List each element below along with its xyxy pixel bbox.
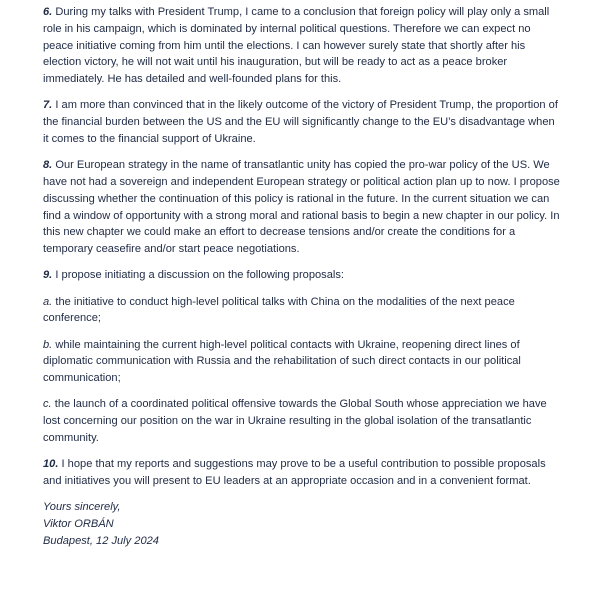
- paragraph-9: [43, 267, 563, 284]
- closing-salutation: Yours sincerely,: [43, 501, 121, 514]
- paragraph-text: I propose initiating a discussion on the following proposals:: [55, 269, 344, 282]
- paragraph-number: 10.: [43, 458, 59, 471]
- proposal-text: while maintaining the current high-level political contacts with Ukraine, reopening direct lines of diplomatic communication with Russia and the rehabilitation of such direct contacts in our political communication;: [43, 338, 521, 385]
- proposal-text: the initiative to conduct high-level political talks with China on the modalities of the next peace conference;: [43, 295, 515, 325]
- proposal-text: the launch of a coordinated political offensive towards the Global South whose appreciation we have lost concerning our position on the war in Ukraine resulting in the global isolation of the transatlantic community.: [43, 398, 547, 444]
- paragraph-number: 8.: [43, 159, 53, 172]
- paragraph-text: I hope that my reports and suggestions may prove to be a useful contribution to possible proposals and initiatives you will present to EU leaders at an appropriate occasion and in a convenient format.: [43, 458, 546, 487]
- proposal-a: [43, 294, 563, 328]
- place-date: Budapest, 12 July 2024: [43, 534, 159, 547]
- paragraph-number: 9.: [43, 269, 53, 282]
- paragraph-10: [43, 456, 563, 490]
- proposal-b: [43, 337, 563, 387]
- paragraph-text: During my talks with President Trump, I came to a conclusion that foreign policy will play only a small role in his campaign, which is dominated by internal political questions. Therefore we can expect no peace initiative coming from him until the elections. I can however surely state that shortly after his election victory, he will not wait until his inauguration, but will be ready to act as a peace broker immediately. He has detailed and well-founded plans for this.: [43, 6, 550, 86]
- paragraph-number: 6.: [43, 6, 53, 18]
- proposal-letter: c.: [43, 398, 52, 411]
- proposal-c: [43, 396, 563, 446]
- paragraph-6: [43, 4, 563, 88]
- paragraph-number: 7.: [43, 99, 53, 112]
- paragraph-text: Our European strategy in the name of transatlantic unity has copied the pro-war policy of the US. We have not had a sovereign and independent European strategy or political action plan up to now. I propose discussing whether the continuation of this policy is rational in the future. In the current situation we can find a window of opportunity with a strong moral and rational basis to begin a new chapter in our policy. In this new chapter we could make an effort to decrease tensions and/or create the conditions for a temporary ceasefire and/or start peace negotiations.: [43, 159, 560, 256]
- proposal-letter: a.: [43, 295, 53, 308]
- paragraph-8: [43, 157, 563, 258]
- proposal-letter: b.: [43, 338, 53, 351]
- letter-page: [43, 4, 563, 549]
- paragraph-7: [43, 97, 563, 147]
- signatory-name: Viktor ORBÁN: [43, 517, 114, 530]
- letter-closing: [43, 499, 563, 549]
- paragraph-text: I am more than convinced that in the likely outcome of the victory of President Trump, the proportion of the financial burden between the US and the EU will significantly change to the EU’s disadvantage when it comes to the financial support of Ukraine.: [43, 99, 558, 145]
